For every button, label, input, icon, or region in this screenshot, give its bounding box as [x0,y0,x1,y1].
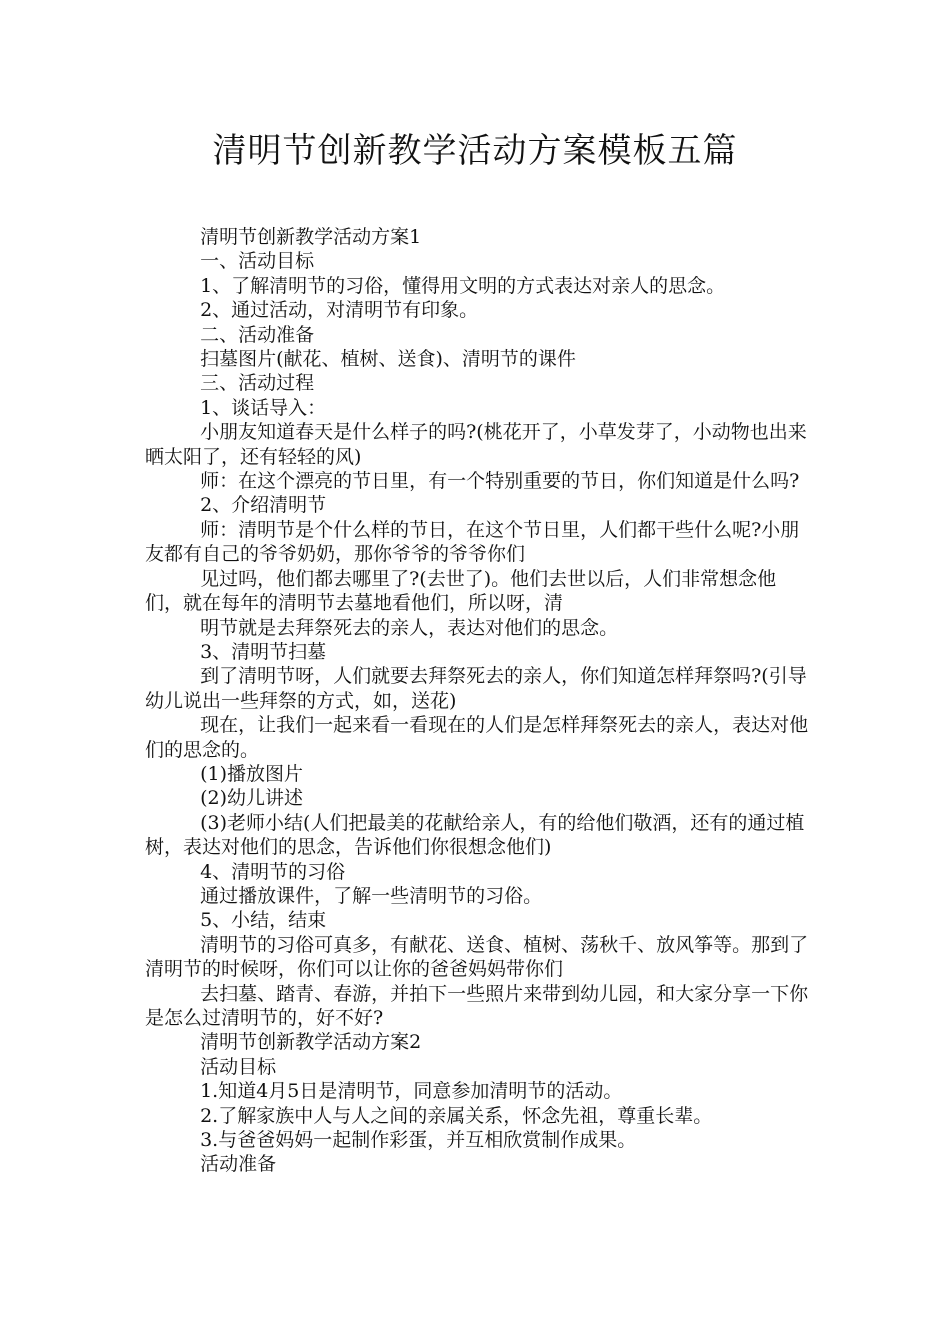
paragraph: 现在，让我们一起来看一看现在的人们是怎样拜祭死去的亲人，表达对他们的思念的。 [145,714,809,761]
paragraph: 活动目标 [200,1055,277,1078]
paragraph: 1、了解清明节的习俗，懂得用文明的方式表达对亲人的思念。 [200,274,726,297]
paragraph: 三、活动过程 [200,372,315,395]
document-body [145,225,810,1177]
paragraph: 3.与爸爸妈妈一起制作彩蛋，并互相欣赏制作成果。 [200,1129,637,1152]
paragraph: 扫墓图片(献花、植树、送食)、清明节的课件 [200,348,576,371]
paragraph: (3)老师小结(人们把最美的花献给亲人，有的给他们敬酒，还有的通过植树，表达对他们的思念，告诉他们你很想念他们) [145,811,805,859]
paragraph: 2、通过活动，对清明节有印象。 [200,299,479,322]
paragraph: 到了清明节呀，人们就要去拜祭死去的亲人，你们知道怎样拜祭吗?(引导幼儿说出一些拜祭的方式，如，送花) [145,665,807,712]
paragraph: 见过吗，他们都去哪里了?(去世了)。他们去世以后，人们非常想念他们，就在每年的清明节去墓地看他们，所以呀，清 [145,567,777,615]
paragraph: 2.了解家族中人与人之间的亲属关系，怀念先祖，尊重长辈。 [200,1104,713,1127]
paragraph: (2)幼儿讲述 [200,787,304,810]
paragraph: 清明节的习俗可真多，有献花、送食、植树、荡秋千、放风筝等。那到了清明节的时候呀，你们可以让你的爸爸妈妈带你们 [145,933,809,981]
paragraph: 清明节创新教学活动方案2 [200,1031,422,1054]
paragraph: 去扫墓、踏青、春游，并拍下一些照片来带到幼儿园，和大家分享一下你是怎么过清明节的，好不好? [145,982,809,1029]
paragraph: 1、谈话导入： [200,396,327,419]
paragraph: 清明节创新教学活动方案1 [200,226,422,248]
paragraph: 5、小结，结束 [200,909,327,932]
paragraph: 通过播放课件，了解一些清明节的习俗。 [200,884,543,907]
paragraph: 4、清明节的习俗 [200,860,346,883]
paragraph: 2、介绍清明节 [200,494,327,517]
document-title: 清明节创新教学活动方案模板五篇 [212,131,738,171]
paragraph: 二、活动准备 [200,323,315,346]
paragraph: 小朋友知道春天是什么样子的吗?(桃花开了，小草发芽了，小动物也出来晒太阳了，还有轻轻的风) [145,421,807,468]
paragraph: (1)播放图片 [200,762,304,785]
paragraph: 一、活动目标 [200,250,315,273]
paragraph: 活动准备 [200,1153,277,1176]
paragraph: 1.知道4月5日是清明节，同意参加清明节的活动。 [200,1080,623,1103]
paragraph: 明节就是去拜祭死去的亲人，表达对他们的思念。 [200,616,619,639]
paragraph: 师：在这个漂亮的节日里，有一个特别重要的节日，你们知道是什么吗? [200,470,800,493]
paragraph: 3、清明节扫墓 [200,640,327,663]
paragraph: 师：清明节是个什么样的节日，在这个节日里，人们都干些什么呢?小朋友都有自己的爷爷奶奶，那你爷爷的爷爷你们 [145,518,800,566]
